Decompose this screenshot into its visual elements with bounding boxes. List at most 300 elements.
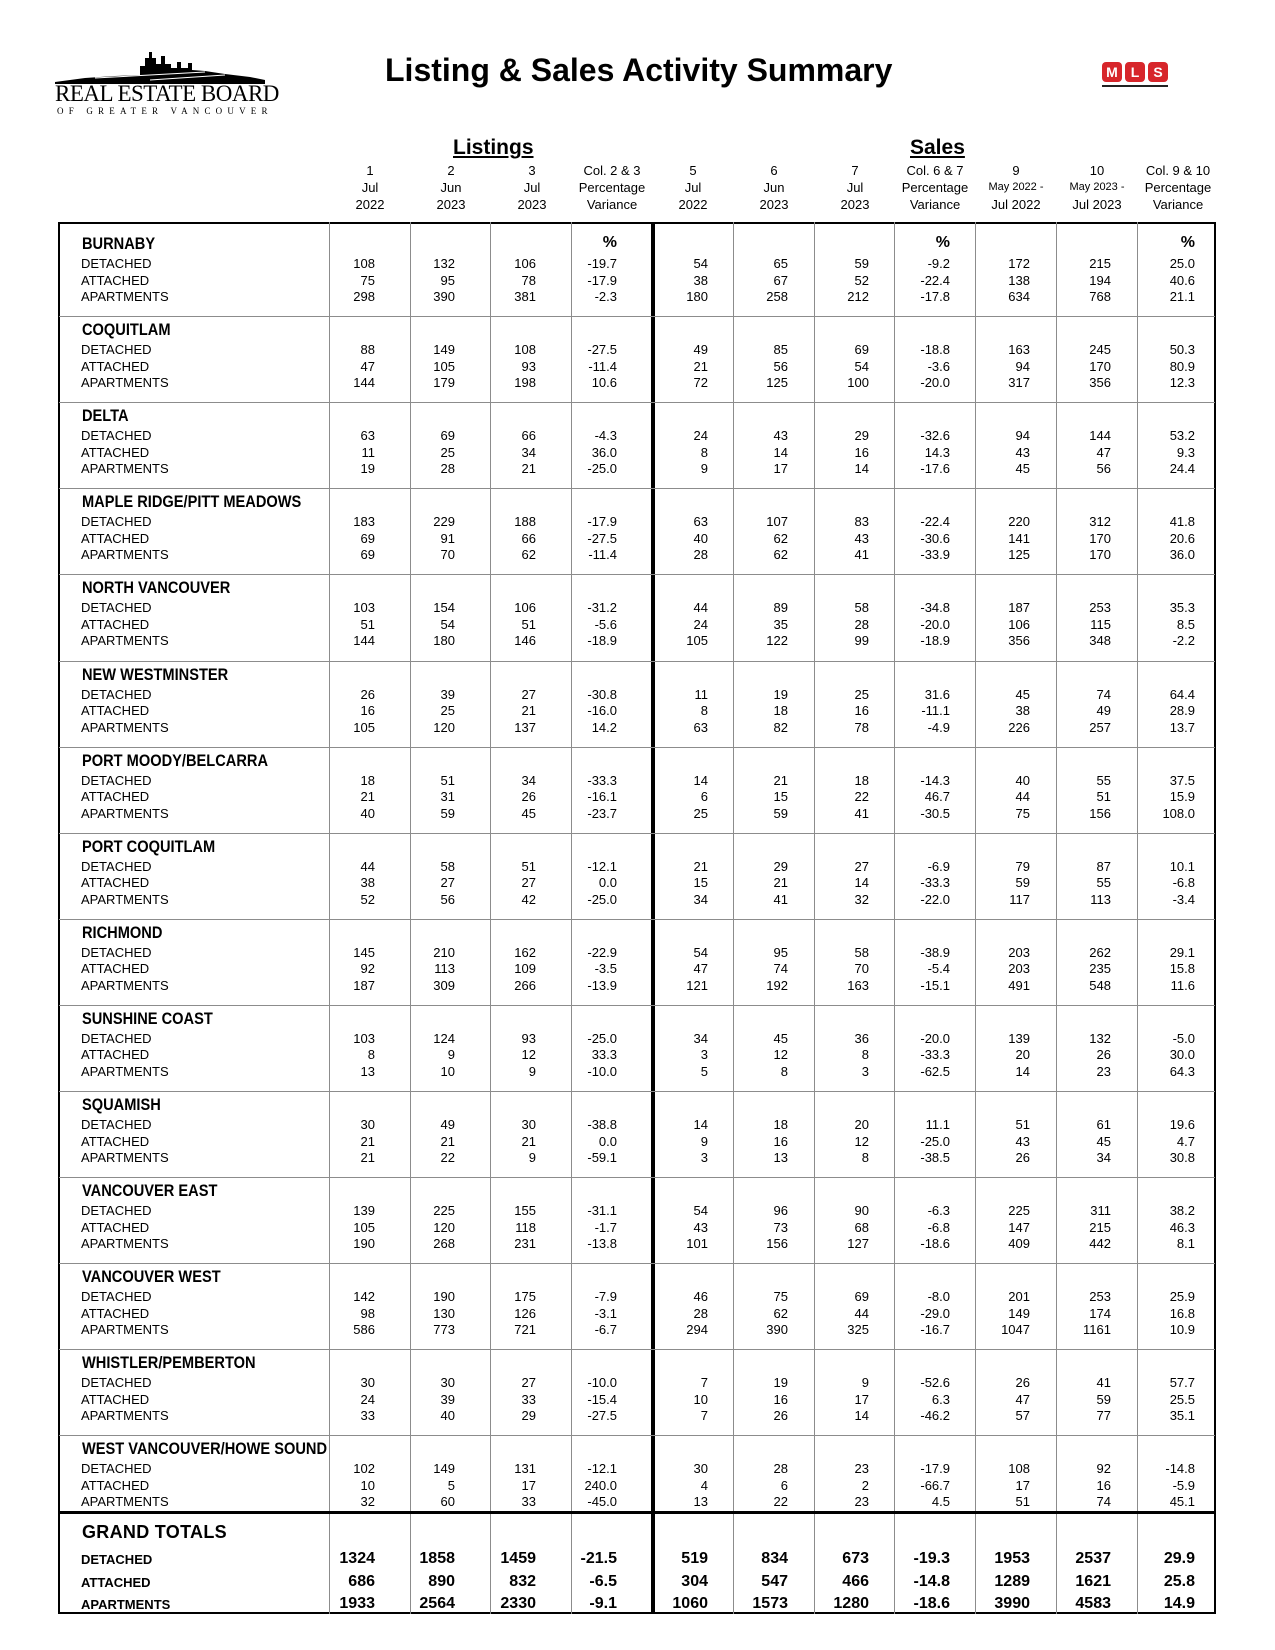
table-cell: 57.7 xyxy=(1169,1375,1195,1391)
table-cell: 99 xyxy=(854,633,869,649)
table-cell: 156 xyxy=(766,1236,788,1252)
column-header-line1: Jun xyxy=(763,180,785,195)
table-cell: 47 xyxy=(360,358,375,374)
table-cell: 74 xyxy=(1096,1494,1111,1510)
table-cell: 103 xyxy=(353,1030,375,1046)
area-name: NORTH VANCOUVER xyxy=(82,578,231,598)
table-cell: -22.4 xyxy=(920,272,950,288)
table-cell: 210 xyxy=(433,944,455,960)
row-label: ATTACHED xyxy=(81,358,150,374)
table-cell: 491 xyxy=(1008,977,1030,993)
table-cell: -33.3 xyxy=(920,875,950,891)
table-cell: 21 xyxy=(693,358,708,374)
board-logo xyxy=(55,44,279,116)
table-cell: 8 xyxy=(700,703,708,718)
table-cell: 180 xyxy=(686,289,708,304)
table-cell: 23 xyxy=(854,1494,869,1510)
table-cell: 108 xyxy=(1008,1461,1030,1477)
table-cell: 78 xyxy=(854,719,869,735)
table-cell: 240.0 xyxy=(584,1477,617,1493)
totals-cell: 1621 xyxy=(1075,1572,1111,1590)
logo-subtitle: OF GREATER VANCOUVER xyxy=(57,106,273,116)
column-header-line2: 2022 xyxy=(678,197,708,212)
table-cell: -12.1 xyxy=(587,858,617,874)
row-label: DETACHED xyxy=(81,514,152,530)
area-name: DELTA xyxy=(82,406,129,426)
table-cell: 56 xyxy=(1096,461,1111,477)
table-cell: 41 xyxy=(854,547,869,563)
table-cell: -22.9 xyxy=(587,944,617,960)
table-cell: 325 xyxy=(847,1322,869,1338)
table-cell: -4.9 xyxy=(927,719,950,735)
table-cell: 69 xyxy=(360,547,375,563)
row-label: APARTMENTS xyxy=(81,1236,169,1252)
table-cell: 40 xyxy=(360,805,375,821)
table-cell: 36.0 xyxy=(591,444,617,460)
table-cell: 60 xyxy=(440,1494,455,1510)
column-header-line1: May 2023 - xyxy=(1069,181,1125,193)
table-cell: 201 xyxy=(1008,1289,1030,1305)
section-line xyxy=(59,316,1215,317)
table-cell: 18 xyxy=(360,772,375,788)
table-cell: 34 xyxy=(693,1030,708,1046)
table-cell: 51 xyxy=(360,616,375,632)
column-header xyxy=(815,162,895,213)
table-cell: 34 xyxy=(693,891,708,907)
table-cell: 9 xyxy=(528,1063,536,1079)
totals-cell: -18.6 xyxy=(913,1595,950,1612)
row-label: ATTACHED xyxy=(81,1305,150,1321)
table-cell: -25.0 xyxy=(587,891,617,907)
table-cell: -6.8 xyxy=(1172,875,1195,891)
table-cell: 6 xyxy=(780,1477,788,1493)
table-cell: 229 xyxy=(433,514,455,530)
table-cell: 64.4 xyxy=(1169,686,1195,702)
table-cell: 25.0 xyxy=(1169,256,1195,271)
row-label: APARTMENTS xyxy=(81,891,169,907)
row-label: DETACHED xyxy=(81,428,152,444)
table-cell: 38 xyxy=(693,272,708,288)
table-cell: 75 xyxy=(360,272,375,288)
table-cell: 170 xyxy=(1089,530,1111,546)
column-header xyxy=(734,162,814,213)
table-cell: 28 xyxy=(440,461,455,477)
table-cell: 18 xyxy=(854,772,869,788)
table-cell: 3 xyxy=(861,1063,869,1079)
table-cell: 27 xyxy=(440,875,455,891)
column-header-num: Col. 9 & 10 xyxy=(1145,163,1211,178)
table-cell: 194 xyxy=(1089,272,1111,288)
table-cell: 47 xyxy=(1096,444,1111,460)
table-cell: 30 xyxy=(693,1461,708,1477)
table-cell: 30.0 xyxy=(1169,1047,1195,1063)
table-cell: -18.6 xyxy=(920,1236,950,1252)
column-header-line1: Jun xyxy=(440,180,462,195)
table-cell: 146 xyxy=(514,633,536,649)
table-cell: 96 xyxy=(773,1203,788,1219)
table-cell: 12 xyxy=(773,1047,788,1063)
table-cell: 44 xyxy=(360,858,375,874)
column-header-num: 9 xyxy=(1012,163,1020,178)
table-cell: 212 xyxy=(847,289,869,304)
table-cell: 36 xyxy=(854,1030,869,1046)
column-header xyxy=(492,162,572,213)
table-cell: 17 xyxy=(1015,1477,1030,1493)
row-label: APARTMENTS xyxy=(81,633,169,649)
table-cell: 45 xyxy=(1015,686,1030,702)
column-header-num: 1 xyxy=(366,163,374,178)
totals-cell: -14.8 xyxy=(913,1572,950,1590)
table-cell: 75 xyxy=(773,1289,788,1305)
totals-cell: 1933 xyxy=(339,1595,375,1612)
table-cell: 127 xyxy=(847,1236,869,1252)
row-label: ATTACHED xyxy=(81,1133,150,1149)
table-cell: 21 xyxy=(360,789,375,805)
section-line xyxy=(59,1435,1215,1436)
table-cell: 21 xyxy=(360,1150,375,1165)
table-cell: 187 xyxy=(353,977,375,993)
table-cell: -18.8 xyxy=(920,342,950,358)
table-cell: 59 xyxy=(773,805,788,821)
totals-cell: 1573 xyxy=(752,1595,788,1612)
table-cell: 53.2 xyxy=(1169,428,1195,444)
table-cell: 45 xyxy=(773,1030,788,1046)
table-cell: 768 xyxy=(1089,289,1111,304)
table-cell: 27 xyxy=(521,1375,536,1391)
table-cell: -7.9 xyxy=(594,1289,617,1305)
table-cell: 51 xyxy=(1015,1117,1030,1132)
section-line xyxy=(59,1091,1215,1092)
table-cell: 24 xyxy=(360,1391,375,1407)
table-cell: 35.3 xyxy=(1169,600,1195,616)
totals-cell: 1459 xyxy=(500,1550,536,1567)
table-cell: 317 xyxy=(1008,375,1030,391)
table-cell: 548 xyxy=(1089,977,1111,993)
table-cell: 39 xyxy=(440,686,455,702)
table-cell: 95 xyxy=(773,944,788,960)
table-cell: 409 xyxy=(1008,1236,1030,1252)
table-cell: -52.6 xyxy=(920,1375,950,1391)
table-cell: 28 xyxy=(854,616,869,632)
table-cell: -3.6 xyxy=(927,358,950,374)
table-cell: 3 xyxy=(700,1150,708,1165)
table-cell: 14 xyxy=(693,1117,708,1132)
table-cell: 40 xyxy=(693,530,708,546)
column-header-num: 3 xyxy=(528,163,536,178)
table-cell: 118 xyxy=(515,1219,536,1235)
column-header-line2: 2022 xyxy=(355,197,385,212)
table-cell: 52 xyxy=(854,272,869,288)
table-cell: 75 xyxy=(1015,805,1030,821)
table-cell: 105 xyxy=(353,1219,375,1235)
table-cell: 9 xyxy=(700,461,708,477)
table-cell: -16.7 xyxy=(920,1322,950,1338)
table-cell: -17.6 xyxy=(920,461,950,477)
table-cell: 268 xyxy=(433,1236,455,1252)
table-cell: 132 xyxy=(433,256,455,271)
table-cell: 4.5 xyxy=(931,1494,950,1510)
table-cell: 108 xyxy=(514,342,536,358)
table-cell: 15.8 xyxy=(1169,961,1195,977)
column-header-num: Col. 2 & 3 xyxy=(583,163,641,178)
table-cell: -29.0 xyxy=(920,1305,950,1321)
column-header xyxy=(330,162,410,213)
column-header-line2: 2023 xyxy=(436,197,466,212)
table-cell: 113 xyxy=(434,961,455,977)
table-cell: 54 xyxy=(693,1203,708,1219)
table-cell: 56 xyxy=(440,891,455,907)
table-cell: 14 xyxy=(773,444,788,460)
table-cell: 28 xyxy=(693,547,708,563)
table-cell: 9 xyxy=(700,1133,708,1149)
table-cell: 24 xyxy=(693,616,708,632)
table-cell: 1047 xyxy=(1001,1322,1030,1338)
table-cell: 147 xyxy=(1008,1219,1030,1235)
table-cell: 149 xyxy=(433,1461,455,1477)
table-cell: 94 xyxy=(1015,358,1030,374)
table-cell: 132 xyxy=(1089,1030,1111,1046)
table-cell: 26 xyxy=(1015,1150,1030,1165)
column-header-line1: Percentage xyxy=(901,180,969,195)
table-cell: 356 xyxy=(1008,633,1030,649)
table-cell: 4 xyxy=(700,1477,708,1493)
table-cell: 74 xyxy=(773,961,788,977)
table-cell: -17.8 xyxy=(920,289,950,304)
table-cell: 26 xyxy=(1096,1047,1111,1063)
totals-cell: -19.3 xyxy=(913,1550,950,1567)
table-cell: 85 xyxy=(773,342,788,358)
table-cell: 11.1 xyxy=(925,1117,950,1132)
table-cell: -59.1 xyxy=(587,1150,617,1165)
table-cell: 21 xyxy=(773,875,788,891)
table-cell: -38.9 xyxy=(920,944,950,960)
table-cell: 25 xyxy=(854,686,869,702)
table-cell: 192 xyxy=(766,977,788,993)
table-cell: 70 xyxy=(440,547,455,563)
column-header-num: 10 xyxy=(1089,163,1105,178)
table-cell: 33 xyxy=(521,1494,536,1510)
table-cell: 18 xyxy=(773,1117,788,1132)
table-cell: 105 xyxy=(686,633,708,649)
section-line xyxy=(59,1005,1215,1006)
row-label: ATTACHED xyxy=(81,1219,150,1235)
column-header-line1: Jul xyxy=(684,180,702,195)
section-line xyxy=(59,1349,1215,1350)
table-cell: -17.9 xyxy=(587,272,617,288)
table-cell: 183 xyxy=(353,514,375,530)
sales-group-header: Sales xyxy=(910,136,965,159)
table-cell: 67 xyxy=(773,272,788,288)
table-cell: 90 xyxy=(854,1203,869,1219)
table-cell: 266 xyxy=(514,977,536,993)
section-line xyxy=(59,919,1215,920)
table-cell: 49 xyxy=(1096,703,1111,718)
table-cell: -33.3 xyxy=(920,1047,950,1063)
table-cell: 225 xyxy=(433,1203,455,1219)
table-cell: 19 xyxy=(360,461,375,477)
table-cell: 0.0 xyxy=(598,875,617,891)
table-cell: 22 xyxy=(440,1150,455,1165)
table-cell: 7 xyxy=(700,1375,708,1391)
table-cell: -27.5 xyxy=(587,342,617,358)
totals-cell: 1953 xyxy=(994,1550,1030,1567)
table-cell: -8.0 xyxy=(927,1289,950,1305)
totals-row-label: ATTACHED xyxy=(81,1574,151,1590)
column-header xyxy=(411,162,491,213)
table-cell: 312 xyxy=(1089,514,1111,530)
area-name: PORT COQUITLAM xyxy=(82,836,216,856)
table-cell: 28 xyxy=(773,1461,788,1477)
totals-cell: 2330 xyxy=(500,1595,536,1612)
column-header-line1: Jul xyxy=(846,180,864,195)
table-cell: 51 xyxy=(440,772,455,788)
row-label: ATTACHED xyxy=(81,1047,150,1063)
table-cell: 14 xyxy=(693,772,708,788)
table-cell: 253 xyxy=(1089,600,1111,616)
table-cell: 253 xyxy=(1089,1289,1111,1305)
area-name: VANCOUVER WEST xyxy=(82,1267,221,1287)
totals-cell: 890 xyxy=(428,1572,455,1590)
table-cell: 44 xyxy=(1015,789,1030,805)
table-cell: 58 xyxy=(854,944,869,960)
table-cell: 126 xyxy=(514,1305,536,1321)
mls-logo xyxy=(1100,60,1170,90)
section-line xyxy=(59,747,1215,748)
table-cell: 30 xyxy=(440,1375,455,1391)
table-cell: -27.5 xyxy=(587,530,617,546)
totals-cell: 673 xyxy=(842,1550,869,1567)
table-cell: 12 xyxy=(854,1133,869,1149)
table-cell: 69 xyxy=(854,342,869,358)
column-header xyxy=(976,162,1056,213)
table-cell: 14.3 xyxy=(924,444,950,460)
table-cell: 8 xyxy=(861,1047,869,1063)
column-header-line2: 2023 xyxy=(759,197,789,212)
row-label: ATTACHED xyxy=(81,703,150,718)
area-name: RICHMOND xyxy=(82,922,163,942)
table-cell: 10.1 xyxy=(1169,858,1195,874)
table-cell: 188 xyxy=(514,514,536,530)
table-cell: 634 xyxy=(1008,289,1030,304)
table-cell: 14 xyxy=(1015,1063,1030,1079)
table-cell: 179 xyxy=(433,375,455,391)
table-cell: 235 xyxy=(1089,961,1111,977)
table-cell: 105 xyxy=(433,358,455,374)
table-cell: 61 xyxy=(1096,1117,1111,1132)
column-header-line1: May 2022 - xyxy=(988,181,1044,193)
table-cell: 77 xyxy=(1096,1408,1111,1424)
row-label: ATTACHED xyxy=(81,444,150,460)
table-cell: -16.0 xyxy=(587,703,617,718)
table-cell: 9.3 xyxy=(1176,444,1195,460)
table-cell: 56 xyxy=(773,358,788,374)
table-cell: 25 xyxy=(440,444,455,460)
table-cell: 231 xyxy=(514,1236,536,1252)
table-cell: 144 xyxy=(353,633,375,649)
table-cell: 311 xyxy=(1090,1203,1111,1219)
table-cell: -31.2 xyxy=(587,600,617,616)
table-cell: 26 xyxy=(521,789,536,805)
table-cell: 47 xyxy=(693,961,708,977)
table-cell: 122 xyxy=(766,633,788,649)
table-cell: 35.1 xyxy=(1169,1408,1195,1424)
table-cell: -17.9 xyxy=(920,1461,950,1477)
table-cell: -20.0 xyxy=(920,616,950,632)
column-header xyxy=(653,162,733,213)
table-cell: 190 xyxy=(433,1289,455,1305)
column-header-line2: 2023 xyxy=(517,197,547,212)
table-cell: 109 xyxy=(514,961,536,977)
table-cell: 59 xyxy=(1096,1391,1111,1407)
column-header-num: 2 xyxy=(447,163,455,178)
table-cell: 4.7 xyxy=(1176,1133,1195,1149)
totals-cell: 1060 xyxy=(672,1595,708,1612)
row-label: DETACHED xyxy=(81,944,152,960)
row-label: ATTACHED xyxy=(81,875,150,891)
table-cell: 21.1 xyxy=(1169,289,1195,304)
table-cell: 115 xyxy=(1090,616,1111,632)
table-cell: 34 xyxy=(521,772,536,788)
table-cell: 49 xyxy=(440,1117,455,1132)
table-cell: 73 xyxy=(773,1219,788,1235)
totals-row-label: DETACHED xyxy=(81,1552,153,1567)
table-cell: 45 xyxy=(1015,461,1030,477)
table-cell: 309 xyxy=(433,977,455,993)
table-cell: -2.3 xyxy=(594,289,617,304)
table-cell: 6.3 xyxy=(931,1391,950,1407)
table-cell: -11.4 xyxy=(588,547,617,563)
table-cell: 17 xyxy=(773,461,788,477)
table-cell: 83 xyxy=(854,514,869,530)
table-cell: 26 xyxy=(773,1408,788,1424)
table-cell: 220 xyxy=(1008,514,1030,530)
table-cell: 198 xyxy=(514,375,536,391)
row-label: DETACHED xyxy=(81,600,152,616)
table-cell: 124 xyxy=(433,1030,455,1046)
table-cell: 106 xyxy=(514,256,536,271)
table-cell: -25.0 xyxy=(587,1030,617,1046)
table-cell: 117 xyxy=(1009,891,1030,907)
section-line xyxy=(59,574,1215,575)
table-cell: -25.0 xyxy=(920,1133,950,1149)
table-cell: 145 xyxy=(353,944,375,960)
table-cell: -6.7 xyxy=(594,1322,617,1338)
table-cell: 30 xyxy=(360,1117,375,1132)
table-cell: 390 xyxy=(766,1322,788,1338)
totals-cell: 3990 xyxy=(994,1595,1030,1612)
table-cell: 17 xyxy=(521,1477,536,1493)
table-cell: 6 xyxy=(700,789,708,805)
row-label: APARTMENTS xyxy=(81,547,169,563)
table-cell: 215 xyxy=(1089,1219,1111,1235)
section-line xyxy=(59,1177,1215,1178)
table-cell: 54 xyxy=(440,616,455,632)
table-cell: 10 xyxy=(693,1391,708,1407)
table-cell: 13 xyxy=(693,1494,708,1510)
table-cell: 74 xyxy=(1096,686,1111,702)
column-header-num: Col. 6 & 7 xyxy=(906,163,964,178)
table-cell: 131 xyxy=(514,1461,536,1477)
page-title: Listing & Sales Activity Summary xyxy=(385,52,893,88)
table-cell: 32 xyxy=(854,891,869,907)
row-label: DETACHED xyxy=(81,1461,152,1477)
table-cell: 108.0 xyxy=(1162,805,1195,821)
table-cell: 16.8 xyxy=(1169,1305,1195,1321)
logo-title: REAL ESTATE BOARD xyxy=(55,81,279,106)
table-cell: -33.9 xyxy=(920,547,950,563)
table-cell: 19 xyxy=(773,1375,788,1391)
section-line xyxy=(59,1263,1215,1264)
